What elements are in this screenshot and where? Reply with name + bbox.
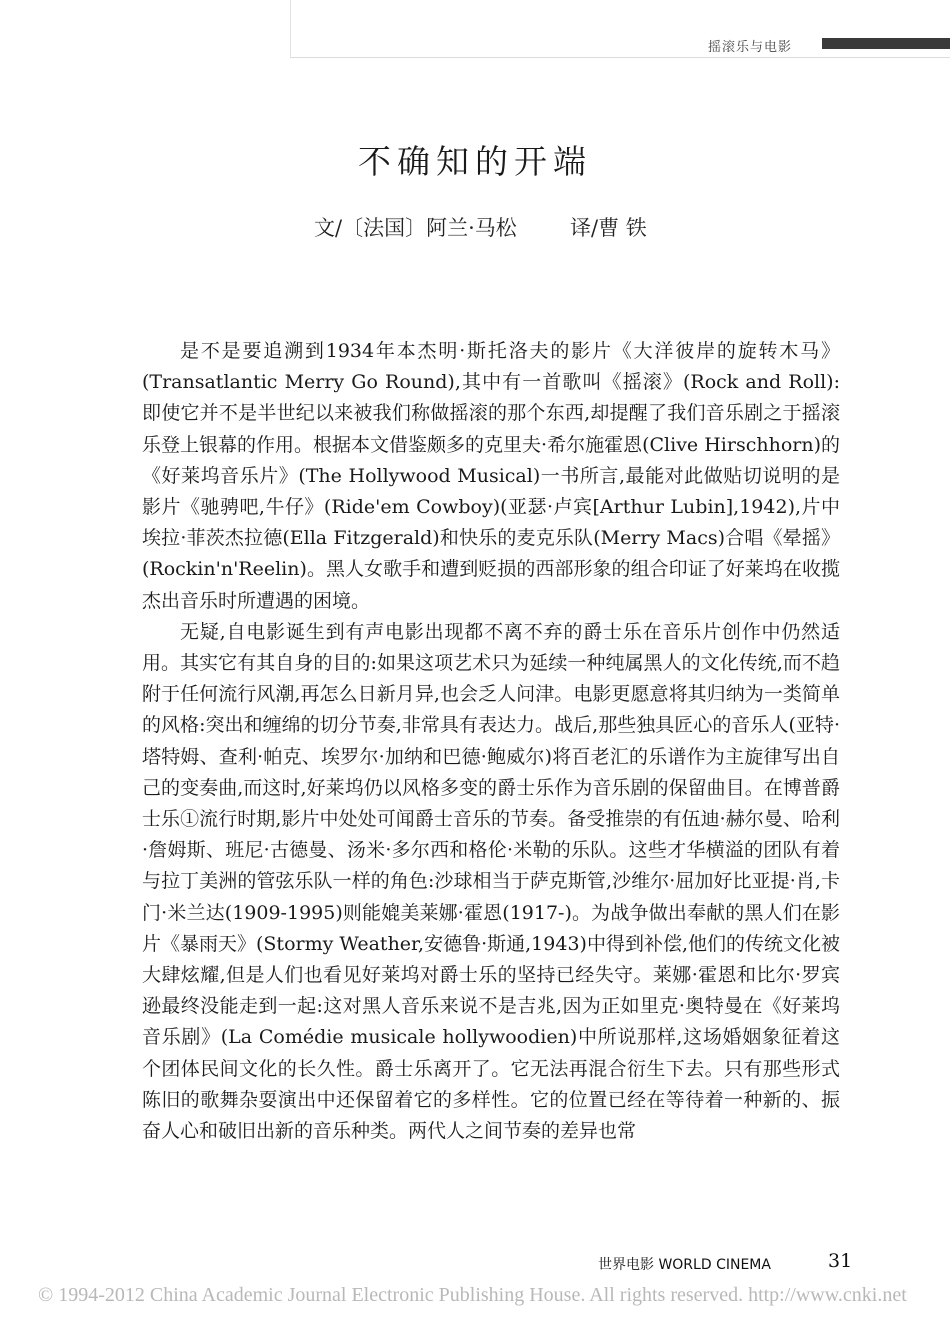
header-divider — [290, 57, 950, 58]
author-credit: 文/〔法国〕阿兰·马松 — [314, 216, 517, 240]
paragraph: 是不是要追溯到1934年本杰明·斯托洛夫的影片《大洋彼岸的旋转木马》(Transatlantic Merry Go Round),其中有一首歌叫《摇滚》(Rock and Roll):即使它并不是半世纪以来被我们称做摇滚的那个东西,却提醒了我们音乐剧之于摇滚乐登上银幕的作用。根据本文借鉴颇多的克里夫·希尔施霍恩(Clive Hirschhorn)的《好莱坞音乐片》(The Hollywood Musical)一书所言,最能对此做贴切说明的是影片《驰骋吧,牛仔》(Ride'em Cowboy)(亚瑟·卢宾[Arthur Lubin],1942),片中埃拉·菲茨杰拉德(Ella Fitzgerald)和快乐的麦克乐队(Merry Macs)合唱《晕摇》(Rockin'n'Reelin)。黑人女歌手和遭到贬损的西部形象的组合印证了好莱坞在收揽杰出音乐时所遭遇的困境。 — [142, 340, 840, 612]
translator-credit: 译/曹 铁 — [570, 216, 647, 240]
paragraph: 无疑,自电影诞生到有声电影出现都不离不弃的爵士乐在音乐片创作中仍然适用。其实它有其自身的目的:如果这项艺术只为延续一种纯属黑人的文化传统,而不趋附于任何流行风潮,再怎么日新月异,也会乏人问津。电影更愿意将其归纳为一类简单的风格:突出和缠绵的切分节奏,非常具有表达力。战后,那些独具匠心的音乐人(亚特·塔特姆、查利·帕克、埃罗尔·加纳和巴德·鲍威尔)将百老汇的乐谱作为主旋律写出自己的变奏曲,而这时,好莱坞仍以风格多变的爵士乐作为音乐剧的保留曲目。在博普爵士乐①流行时期,影片中处处可闻爵士音乐的节奏。备受推崇的有伍迪·赫尔曼、哈利·詹姆斯、班尼·古德曼、汤米·多尔西和格伦·米勒的乐队。这些才华横溢的团队有着与拉丁美洲的管弦乐队一样的角色:沙球相当于萨克斯管,沙维尔·屈加好比亚提·肖,卡门·米兰达(1909-1995)则能媲美莱娜·霍恩(1917-)。为战争做出奉献的黑人们在影片《暴雨天》(Stormy Weather,安德鲁·斯通,1943)中得到补偿,他们的传统文化被大肆炫耀,但是人们也看见好莱坞对爵士乐的坚持已经失守。莱娜·霍恩和比尔·罗宾逊最终没能走到一起:这对黑人音乐来说不是吉兆,因为正如里克·奥特曼在《好莱坞音乐剧》(La Comédie musicale hollywoodien)中所说那样,这场婚姻象征着这个团体民间文化的长久性。爵士乐离开了。它无法再混合衍生下去。只有那些形式陈旧的歌舞杂耍演出中还保留着它的多样性。它的位置已经在等待着一种新的、振奋人心和破旧出新的音乐种类。两代人之间节奏的差异也常 — [142, 620, 840, 1143]
article-body — [142, 336, 840, 1147]
page-number: 31 — [828, 1250, 853, 1272]
copyright-watermark: © 1994-2012 China Academic Journal Electronic Publishing House. All rights reserved. http://www.cnki.net — [38, 1284, 907, 1306]
section-tag: 摇滚乐与电影 — [708, 40, 793, 55]
header-vertical-rule — [290, 0, 291, 58]
journal-name: 世界电影 WORLD CINEMA — [598, 1257, 771, 1273]
article-title: 不确知的开端 — [358, 142, 592, 181]
section-accent-bar — [822, 38, 950, 49]
